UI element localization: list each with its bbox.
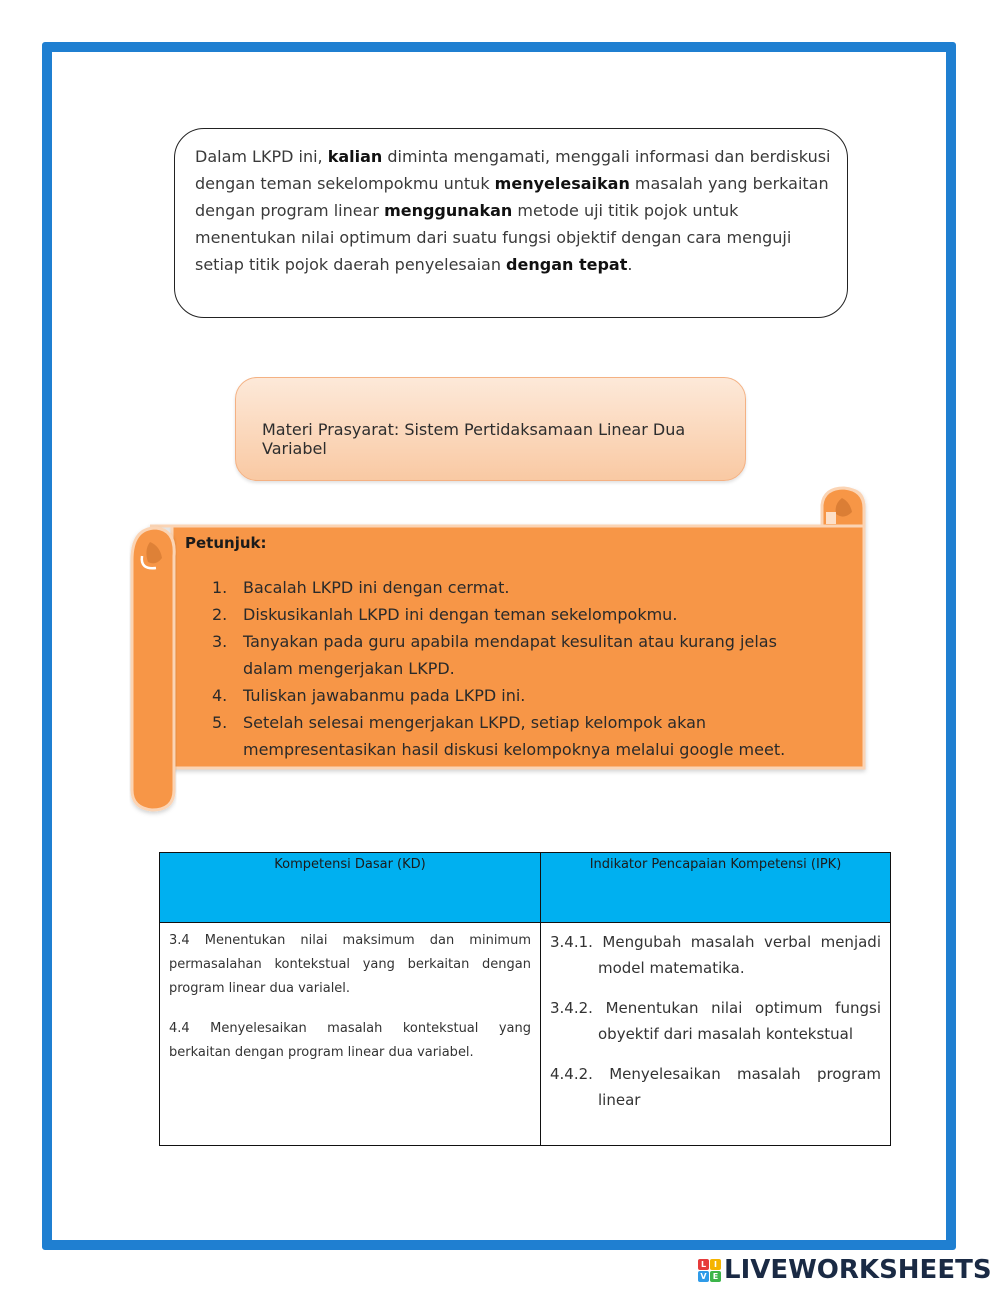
list-item: 4. Tuliskan jawabanmu pada LKPD ini.	[212, 686, 526, 705]
intro-segment: .	[627, 255, 633, 274]
instructions-list	[212, 574, 822, 763]
scroll-roll	[132, 528, 174, 810]
kd-item: 3.4 Menentukan nilai maksimum dan minimum permasalahan kontekstual yang berkaitan dengan program linear dua varialel.	[169, 933, 531, 996]
ipk-cell	[541, 923, 891, 1146]
table-header-row	[160, 853, 891, 923]
ipk-item: 3.4.2. Menentukan nilai optimum fungsi obyektif dari masalah kontekstual	[550, 999, 881, 1043]
list-item: 3. Tanyakan pada guru apabila mendapat kesulitan atau kurang jelas dalam mengerjakan LKPD.	[212, 632, 777, 678]
liveworksheets-icon: L I V E	[698, 1259, 722, 1283]
list-item: 5. Setelah selesai mengerjakan LKPD, setiap kelompok akan mempresentasikan hasil diskusi kelompoknya melalui google meet.	[212, 713, 786, 759]
intro-emphasis: dengan tepat	[506, 255, 628, 274]
list-item: 1. Bacalah LKPD ini dengan cermat.	[212, 578, 510, 597]
table-row	[160, 923, 891, 1146]
list-item: 2. Diskusikanlah LKPD ini dengan teman sekelompokmu.	[212, 605, 678, 624]
intro-emphasis: menggunakan	[384, 201, 513, 220]
ipk-header: Indikator Pencapaian Kompetensi (IPK)	[541, 853, 891, 923]
intro-segment: diminta mengamati, menggali informasi dan berdiskusi dengan teman sekelompokmu untuk	[195, 147, 831, 193]
intro-segment: metode uji titik pojok untuk menentukan nilai optimum dari suatu fungsi objektif dengan cara menguji setiap titik pojok daerah penyelesaian	[195, 201, 792, 274]
intro-emphasis: menyelesaikan	[494, 174, 630, 193]
kd-cell	[160, 923, 541, 1146]
kd-header: Kompetensi Dasar (KD)	[160, 853, 541, 923]
ipk-item: 4.4.2. Menyelesaikan masalah program linear	[550, 1065, 881, 1109]
intro-emphasis: kalian	[327, 147, 383, 166]
kd-item: 4.4 Menyelesaikan masalah kontekstual yang berkaitan dengan program linear dua variabel.	[169, 1021, 531, 1060]
intro-segment: Dalam LKPD ini,	[195, 147, 328, 166]
liveworksheets-wordmark: LIVEWORKSHEETS	[724, 1255, 992, 1285]
prerequisite-text: Materi Prasyarat: Sistem Pertidaksamaan Linear Dua Variabel	[262, 420, 686, 458]
competency-table	[159, 852, 891, 1146]
intro-segment: masalah yang berkaitan dengan program linear	[195, 174, 829, 220]
ipk-item: 3.4.1. Mengubah masalah verbal menjadi model matematika.	[550, 933, 881, 977]
instructions-label: Petunjuk:	[185, 534, 267, 552]
